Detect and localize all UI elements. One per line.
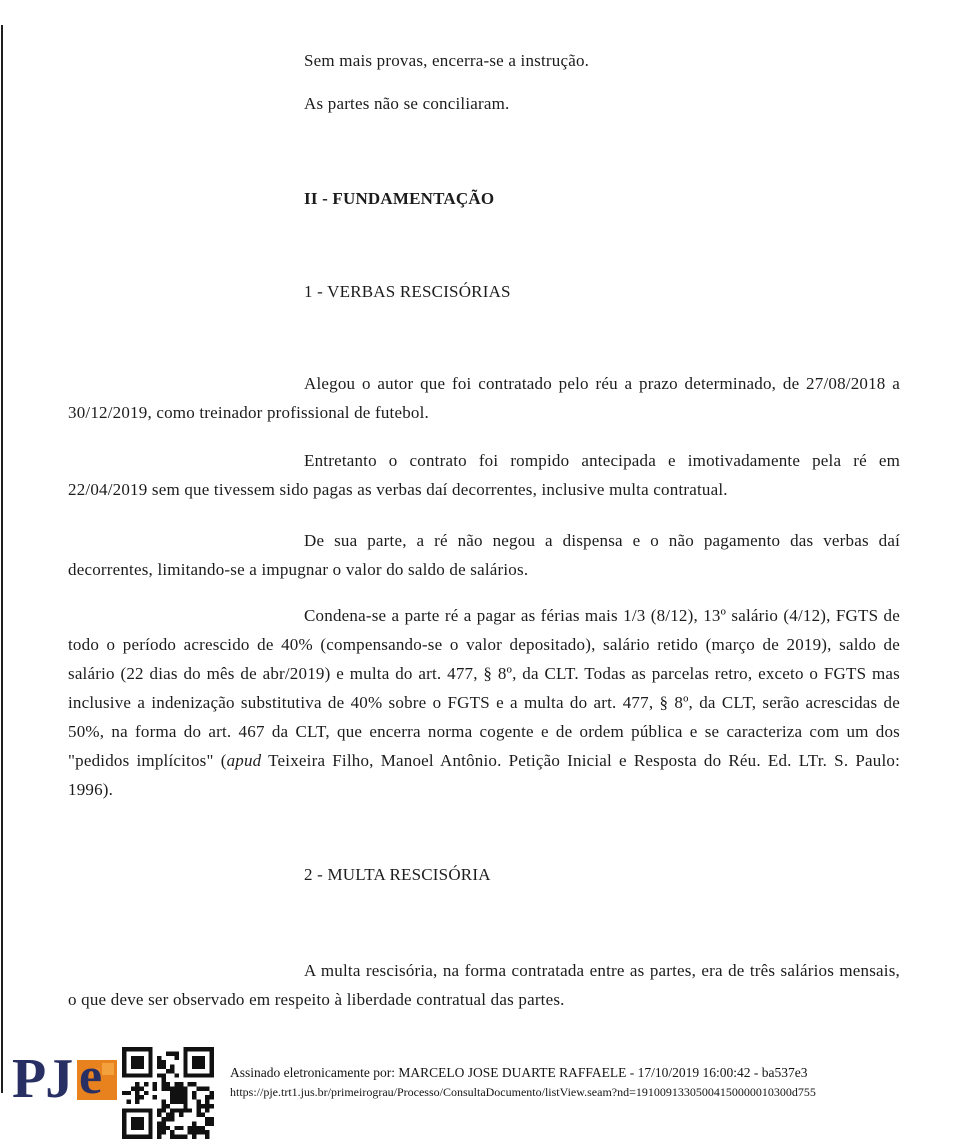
condemnation-paragraph: [68, 601, 900, 804]
citation-text: Teixeira Filho, Manoel Antônio. Petição Inicial e Resposta do Réu. Ed. LTr. S. Paulo: 1996).: [68, 751, 900, 799]
subsection-heading-verbas-rescisorias: 1 - VERBAS RESCISÓRIAS: [304, 282, 511, 301]
page-scan-edge-line: [1, 25, 3, 1093]
intro-paragraph: Sem mais provas, encerra-se a instrução.: [304, 51, 590, 70]
body-paragraph: Entretanto o contrato foi rompido antecipada e imotivadamente pela ré em 22/04/2019 sem que tivessem sido pagas as verbas daí decorrentes, inclusive multa contratual.: [68, 451, 900, 499]
condemnation-text: Condena-se a parte ré a pagar as férias mais 1/3 (8/12), 13º salário (4/12), FGTS de todo o período acrescido de 40% (compensando-se o valor depositado), salário retido (março de 2019), saldo de salário (22 dias do mês de abr/2019) e multa do art. 477, § 8º, da CLT. Todas as parcelas retro, exceto o FGTS mas inclusive a indenização substitutiva de 40% sobre o FGTS e a multa do art. 477, § 8º, da CLT, serão acrescidas de 50%, na forma do art. 467 da CLT, que encerra norma cogente e de ordem pública e se caracteriza com um dos "pedidos implícitos" (: [68, 606, 900, 770]
subsection-heading-multa-rescisoria: 2 - MULTA RESCISÓRIA: [304, 865, 491, 884]
qr-code: [122, 1047, 214, 1139]
signature-block: [230, 1064, 950, 1100]
document-body: [68, 46, 900, 1014]
pje-logo-small-square: [102, 1063, 114, 1075]
apud-citation: apud: [226, 751, 262, 770]
electronic-signature-line: Assinado eletronicamente por: MARCELO JOSE DUARTE RAFFAELE - 17/10/2019 16:00:42 - ba537e3: [230, 1065, 808, 1080]
pje-logo: [12, 1048, 124, 1111]
document-verification-url: https://pje.trt1.jus.br/primeirograu/Processo/ConsultaDocumento/listView.seam?nd=19100913305004150000010300d755: [230, 1085, 816, 1099]
pje-logo-e-letter: e: [79, 1048, 103, 1105]
body-paragraph: Alegou o autor que foi contratado pelo réu a prazo determinado, de 27/08/2018 a 30/12/2019, como treinador profissional de futebol.: [68, 374, 900, 422]
section-heading-fundamentacao: II - FUNDAMENTAÇÃO: [304, 189, 495, 208]
body-paragraph: A multa rescisória, na forma contratada entre as partes, era de três salários mensais, o que deve ser observado em respeito à liberdade contratual das partes.: [68, 961, 900, 1009]
body-paragraph: De sua parte, a ré não negou a dispensa e o não pagamento das verbas daí decorrentes, limitando-se a impugnar o valor do saldo de salários.: [68, 531, 900, 579]
pje-logo-pj-letters: PJ: [12, 1048, 73, 1110]
intro-paragraph: As partes não se conciliaram.: [304, 94, 510, 113]
